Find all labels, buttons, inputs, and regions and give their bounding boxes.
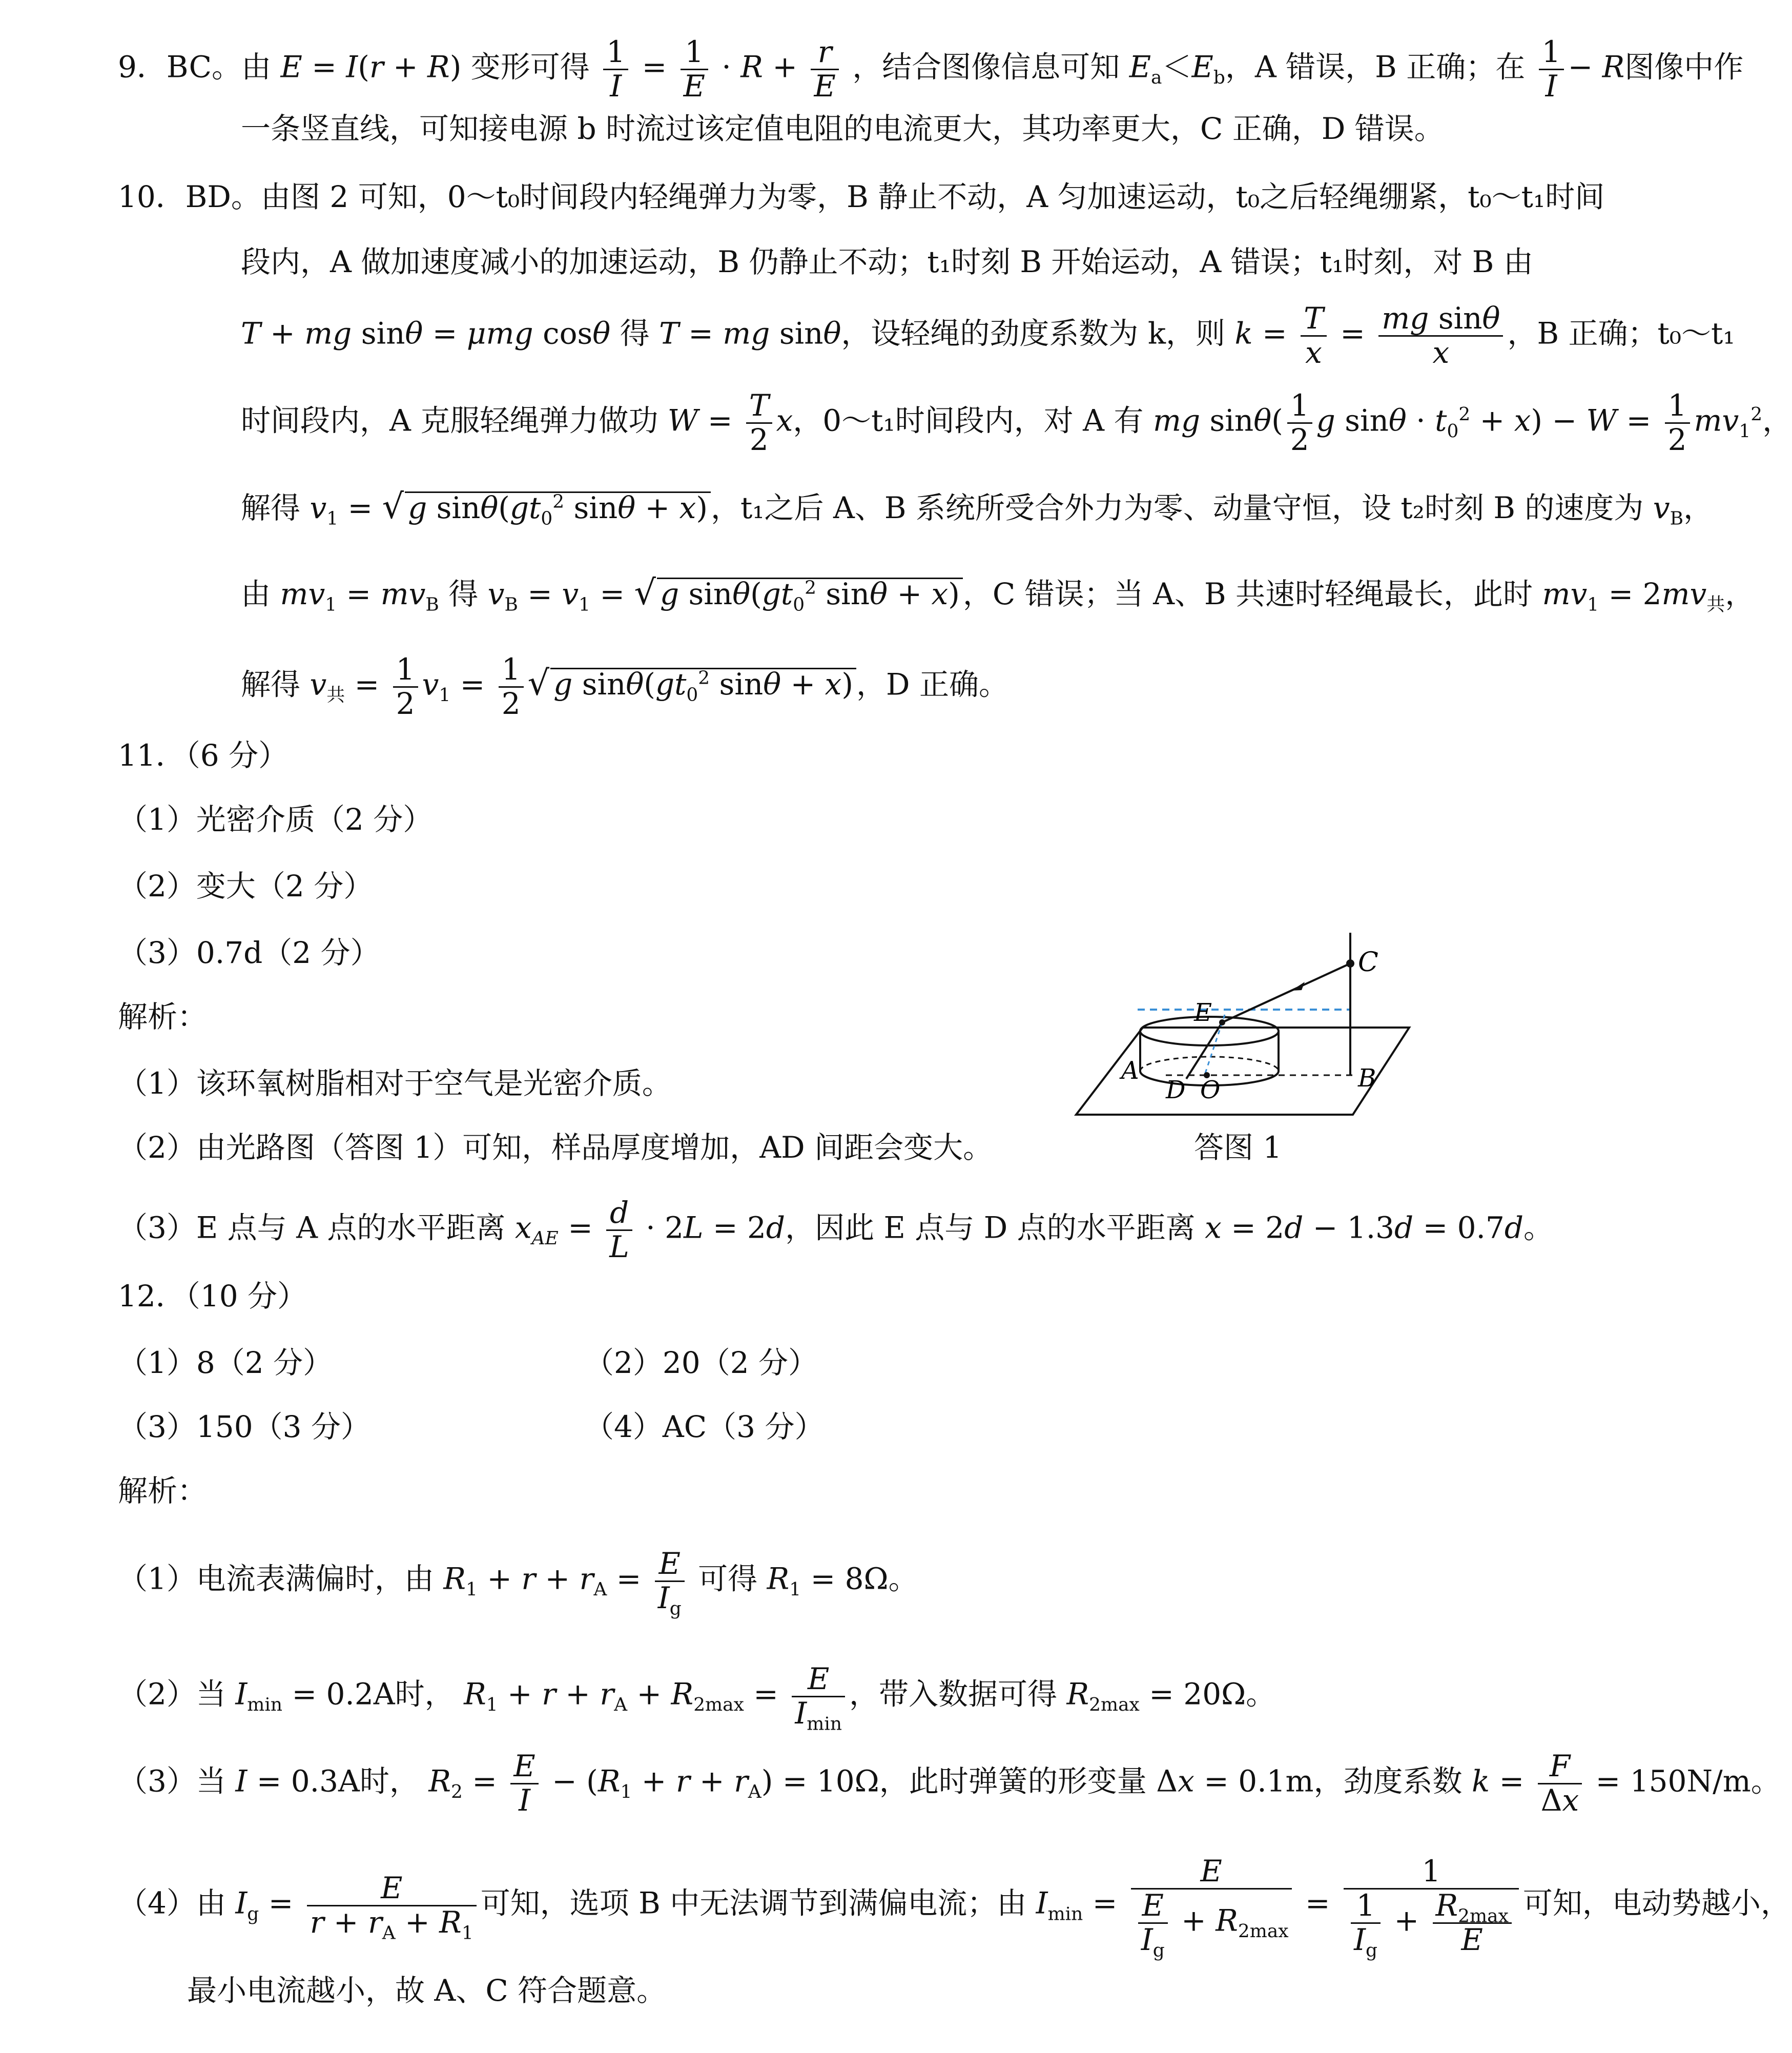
q11-explain-3: （3）E 点与 A 点的水平距离 $x_{AE}$ = $\frac{d}{L}$ · 2L = 2d，因此 E 点与 D 点的水平距离 x = 2d − 1.3d = 0.7d。	[118, 1195, 1554, 1264]
q12-text: （2）当	[118, 1676, 226, 1712]
cylinder-bottom-back	[1140, 1057, 1279, 1071]
incident-ray	[1222, 963, 1350, 1022]
fraction: $\frac{1}{2}$	[1287, 389, 1312, 457]
q10-text: 由	[241, 577, 271, 611]
q12-text: （1）电流表满偏时，由	[118, 1561, 434, 1596]
q11-explain-1: （1）该环氧树脂相对于空气是光密介质。	[118, 1066, 672, 1101]
fraction: $\frac{1}{2}$	[393, 653, 418, 721]
label-c: C	[1358, 947, 1378, 978]
q9-text: 图像中作	[1624, 49, 1744, 85]
q12-text: ，劲度系数	[1313, 1763, 1463, 1799]
fraction: $\frac{T}{x}$	[1301, 302, 1327, 369]
label-a: A	[1121, 1056, 1139, 1085]
q11-answer-3: （3）0.7d（2 分）	[118, 935, 380, 970]
q10-text: ，D 正确。	[856, 667, 1008, 702]
q12-explain-2: （2）当 $I_{min} = 0.2A$时， $R_1 + r + r_A + R_{2max}$ = $\frac{E}{I_{min}}$ ，带入数据可得 $R_{2max} = 20\Omega$。	[118, 1661, 1276, 1735]
q11-text: 。	[1523, 1210, 1554, 1245]
fraction: $\frac{F}{\Delta x}$	[1538, 1750, 1582, 1817]
q10-text: 解得	[241, 490, 301, 525]
fraction: $\frac{E}{I}$	[510, 1750, 538, 1817]
q12-explain-4: （4）由 $I_g$ = $\frac{E}{r + r_A + R_1}$ 可知，选项 B 中无法调节到满偏电流；由 $I_{min}$ = E $\frac{E}{I_g}$ + $R_{2max}$ = 1 $\frac{1}{I_g}$ + $\frac{R_{2max}}{E}$ 可知，电动势越小，	[118, 1854, 1790, 1961]
q10-line-3: T + mg sinθ = μmg cosθ 得 T = mg sinθ，设轻绳的劲度系数为 k，则 k = $\frac{T}{x}$ = $\frac{\text{mg sinθ}}{x}$ ，B 正确；t₀～t₁	[241, 301, 1735, 370]
point-e	[1219, 1019, 1225, 1025]
q10-line-7: 解得 $v_共$ = $\frac{1}{2}$ $v_1$ = $\frac{1}{2}$ √ g $\sin\theta(gt_0^2$ sinθ + x) ，D 正确。	[241, 652, 1008, 721]
q10-text: 得	[620, 316, 650, 351]
q12-answer-1: （1）8（2 分）	[118, 1345, 333, 1380]
point-c	[1346, 959, 1354, 968]
fraction: $\frac{\text{mg sinθ}}{x}$	[1378, 302, 1503, 369]
q10-line-2: 段内，A 做加速度减小的加速运动，B 仍静止不动；t₁时刻 B 开始运动，A 错误；t₁时刻，对 B 由	[241, 244, 1533, 279]
q9-text: ，结合图像信息可知	[852, 49, 1120, 85]
q10-text: 由图 2 可知，0～t₀时间段内轻绳弹力为零，B 静止不动，A 匀加速运动，t₀之后轻绳绷紧，t₀～t₁时间	[260, 179, 1605, 214]
label-e: E	[1194, 998, 1212, 1027]
q12-answer-4: （4）AC（3 分）	[584, 1409, 825, 1444]
q10-line-1	[118, 179, 1605, 214]
q12-text: （4）由	[118, 1885, 226, 1921]
q12-text: 时，	[359, 1763, 419, 1799]
q10-line-4: 时间段内，A 克服轻绳弹力做功 W = $\frac{T}{2}$ x，0～t₁时间段内，对 A 有 mg sinθ( $\frac{1}{2}$ g $\sin\theta \cdot t_0^2 + x) - W$ = $\frac{1}{2}$ $mv_1^2$，	[241, 388, 1792, 457]
refracted-ray	[1186, 1022, 1222, 1079]
q10-text: ，t₁之后 A、B 系统所受合外力为零、动量守恒，设 t₂时刻 B 的速度为	[710, 490, 1644, 525]
label-d: D	[1166, 1076, 1186, 1104]
q12-answer-3: （3）150（3 分）	[118, 1409, 370, 1444]
q12-explain-4-cont: 最小电流越小，故 A、C 符合题意。	[187, 1973, 667, 2008]
fraction: $\frac{E}{I_g}$	[655, 1548, 685, 1615]
figure-caption: 答图 1	[1194, 1130, 1282, 1165]
q10-text: ，0～t₁时间段内，对 A 有	[793, 403, 1144, 438]
q12-text: （3）当	[118, 1763, 226, 1799]
optics-diagram	[1066, 922, 1425, 1127]
q11-explain-2: （2）由光路图（答图 1）可知，样品厚度增加，AD 间距会变大。	[118, 1130, 993, 1165]
q10-text: ，B 正确；t₀～t₁	[1507, 316, 1735, 351]
q10-line-6: 由 $mv_1 = mv_B$ 得 $v_B = v_1$ = √ g $\sin\theta(gt_0^2$ sinθ + x) ，C 错误；当 A、B 共速时轻绳最长，此时 $mv_1 = 2mv_共$，	[241, 572, 1755, 615]
q10-text: ，C 错误；当 A、B 共速时轻绳最长，此时	[962, 577, 1533, 611]
q12-text: 。	[1750, 1763, 1781, 1799]
fraction: 1 $\frac{1}{I_g}$ + $\frac{R_{2max}}{E}$	[1344, 1855, 1519, 1956]
q9-line-2: 一条竖直线，可知接电源 b 时流过该定值电阻的电流更大，其功率更大，C 正确，D 错误。	[241, 111, 1444, 146]
q12-text: 时，	[395, 1676, 455, 1712]
fraction: $\frac{T}{2}$	[746, 389, 772, 457]
q10-text: 时间段内，A 克服轻绳弹力做功	[241, 403, 658, 438]
fraction: $\frac{1}{I}$	[603, 36, 628, 103]
fraction: $\frac{1}{E}$	[681, 36, 708, 103]
fraction: $\frac{d}{L}$	[606, 1197, 632, 1264]
q11-text: （3）E 点与 A 点的水平距离	[118, 1210, 506, 1245]
q12-text: 可得	[698, 1561, 758, 1596]
label-b: B	[1358, 1064, 1376, 1093]
fraction: $\frac{r}{E}$	[811, 36, 838, 103]
q11-title: 11．（6 分）	[118, 738, 289, 773]
q12-explain-3: （3）当 I = 0.3A时， $R_2$ = $\frac{E}{I}$ − $(R_1 + r + r_A) = 10\Omega$，此时弹簧的形变量 Δx = 0.1m，劲度系数 k = $\frac{F}{\Delta x}$ = 150N/m。	[118, 1749, 1781, 1818]
q9-text: 变形可得	[470, 49, 590, 85]
fraction: E $\frac{E}{I_g}$ + $R_{2max}$	[1131, 1855, 1292, 1956]
q10-text: 得	[448, 577, 479, 611]
q12-text: 。	[888, 1561, 918, 1596]
fraction: $\frac{E}{r + r_A + R_1}$	[307, 1872, 477, 1939]
q9-line-1: 9．BC。由 E = I(r + R) 变形可得 $\frac{1}{I}$ = $\frac{1}{E}$ · R + $\frac{r}{E}$ ，结合图像信息可知 $E_a<E_b$，A 错误，B 正确；在 $\frac{1}{I}$ − R图像中作	[118, 34, 1744, 104]
q11-answer-2: （2）变大（2 分）	[118, 869, 374, 904]
q12-text: ，带入数据可得	[849, 1676, 1058, 1712]
q12-text: ，此时弹簧的形变量	[879, 1763, 1147, 1799]
q12-text: 可知，选项 B 中无法调节到满偏电流；由	[480, 1885, 1027, 1921]
q10-line-5: 解得 $v_1$ = √ g $\sin\theta(gt_0^2$ sinθ + x) ，t₁之后 A、B 系统所受合外力为零、动量守恒，设 t₂时刻 B 的速度为 $v_B$，	[241, 486, 1714, 529]
q10-text: 解得	[241, 667, 301, 702]
q12-title: 12．（10 分）	[118, 1279, 307, 1313]
q10-text: ，设轻绳的劲度系数为 k，则	[841, 316, 1226, 351]
fraction: $\frac{1}{2}$	[499, 653, 524, 721]
q12-explain-1: （1）电流表满偏时，由 $R_1 + r + r_A$ = $\frac{E}{I_g}$ 可得 $R_1 = 8\Omega$。	[118, 1546, 918, 1619]
q12-answer-2: （2）20（2 分）	[584, 1345, 818, 1380]
q9-number: 9．BC。	[118, 49, 241, 85]
fraction: $\frac{E}{I_{min}}$	[792, 1663, 845, 1730]
q12-text: 可知，电动势越小，	[1522, 1885, 1790, 1921]
fraction: $\frac{1}{I}$	[1539, 36, 1564, 103]
q11-text: ，因此 E 点与 D 点的水平距离	[785, 1210, 1196, 1245]
q11-answer-1: （1）光密介质（2 分）	[118, 802, 433, 837]
q9-text: ，A 错误，B 正确；在	[1225, 49, 1526, 85]
q11-jiexi: 解析：	[118, 999, 208, 1034]
q9-text: 由	[241, 49, 271, 85]
fraction: $\frac{1}{2}$	[1665, 389, 1690, 457]
q12-jiexi: 解析：	[118, 1473, 208, 1508]
label-o: O	[1200, 1076, 1221, 1104]
q10-number: 10．BD。	[118, 179, 261, 214]
q12-text: 。	[1246, 1676, 1276, 1712]
